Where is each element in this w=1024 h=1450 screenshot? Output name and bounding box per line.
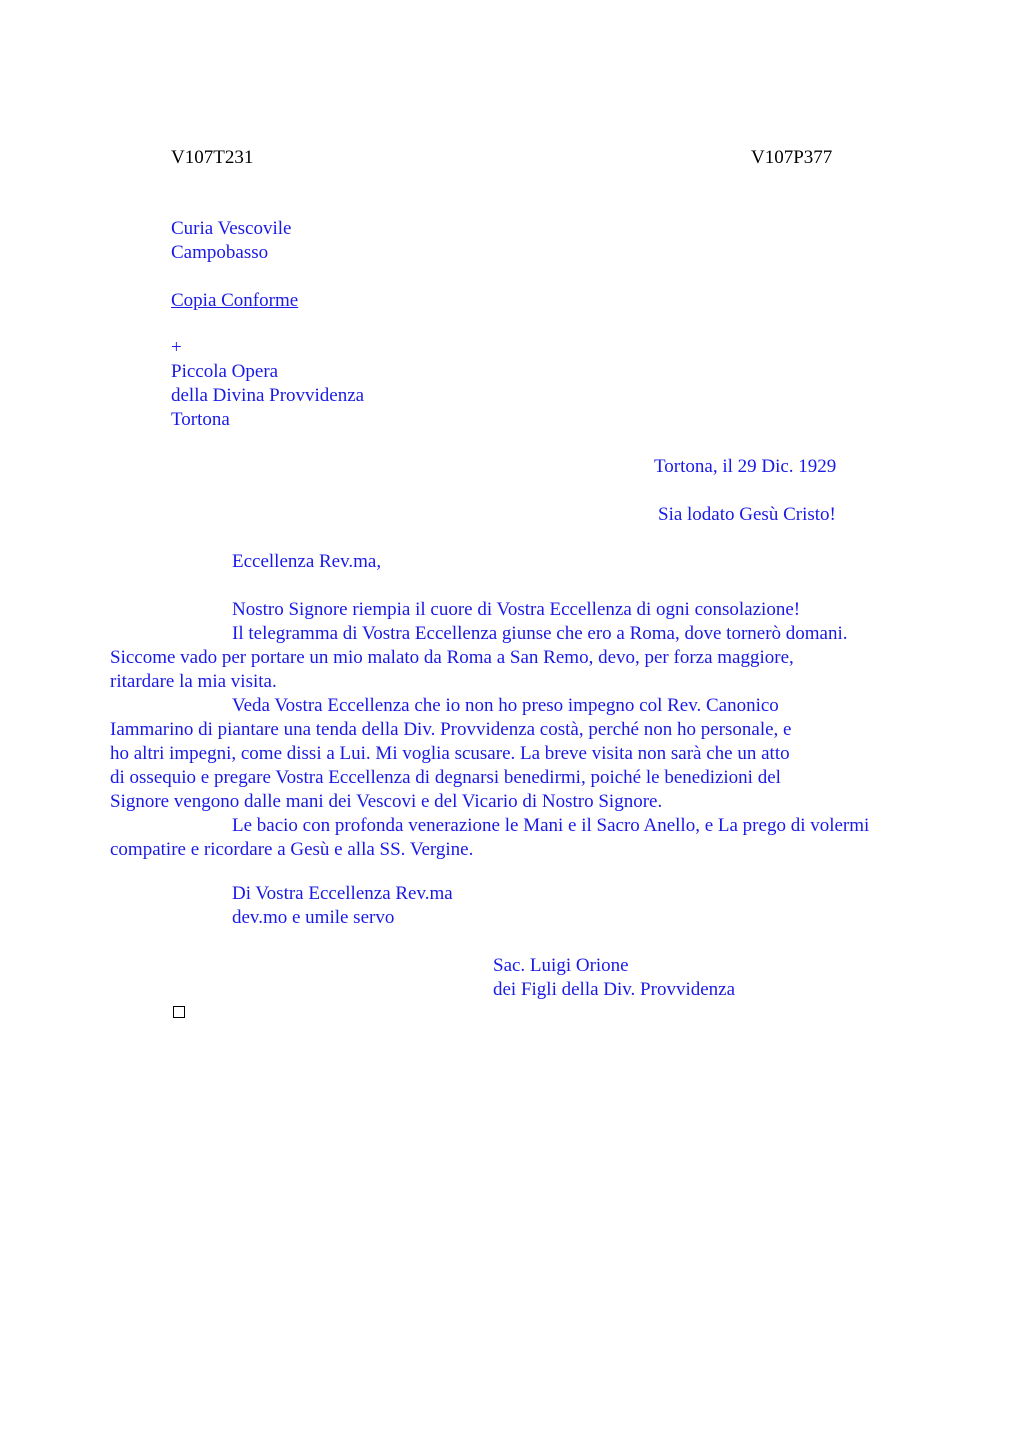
letterhead-line-1: Piccola Opera	[171, 361, 279, 382]
paragraph-1	[171, 598, 931, 622]
paragraph-3	[110, 694, 931, 814]
body-line: Veda Vostra Eccellenza che io non ho preso impegno col Rev. Canonico	[232, 695, 779, 716]
closing-line-1: Di Vostra Eccellenza Rev.ma	[232, 883, 453, 904]
copy-conform-label: Copia Conforme	[171, 290, 299, 311]
body-line: di ossequio e pregare Vostra Eccellenza di degnarsi benedirmi, poiché le benedizioni del	[110, 767, 781, 788]
letter-body	[110, 598, 931, 862]
body-line: Siccome vado per portare un mio malato da Roma a San Remo, devo, per forza maggiore,	[110, 647, 794, 668]
letterhead-line-3: Tortona	[171, 409, 230, 430]
closing-line-2: dev.mo e umile servo	[232, 907, 395, 928]
stamp-line-2: Campobasso	[171, 242, 269, 263]
closing	[232, 882, 453, 930]
body-line: Le bacio con profonda venerazione le Mani e il Sacro Anello, e La prego di volermi	[232, 815, 870, 836]
body-line: ritardare la mia visita.	[110, 671, 277, 692]
letterhead	[171, 336, 364, 432]
praise-line: Sia lodato Gesù Cristo!	[658, 504, 836, 525]
body-line: Nostro Signore riempia il cuore di Vostra Eccellenza di ogni consolazione!	[232, 599, 801, 620]
letterhead-line-2: della Divina Provvidenza	[171, 385, 365, 406]
body-line: Iammarino di piantare una tenda della Div. Provvidenza costà, perché non ho personale, e	[110, 719, 792, 740]
body-line: Il telegramma di Vostra Eccellenza giunse che ero a Roma, dove tornerò domani.	[232, 623, 848, 644]
letter-date: Tortona, il 29 Dic. 1929	[654, 456, 837, 477]
paragraph-2	[110, 622, 931, 694]
document-ref-left: V107T231	[171, 147, 254, 168]
curia-stamp	[171, 217, 292, 265]
end-of-document-box-icon	[173, 1006, 185, 1018]
salutation: Eccellenza Rev.ma,	[232, 551, 382, 572]
signature-line-1: Sac. Luigi Orione	[493, 955, 629, 976]
cross-symbol: +	[171, 337, 182, 358]
body-line: compatire e ricordare a Gesù e alla SS. Vergine.	[110, 839, 474, 860]
signature-line-2: dei Figli della Div. Provvidenza	[493, 979, 736, 1000]
paragraph-4	[110, 814, 931, 862]
document-ref-right: V107P377	[751, 147, 833, 168]
signature	[493, 954, 735, 1002]
body-line: ho altri impegni, come dissi a Lui. Mi voglia scusare. La breve visita non sarà che un atto	[110, 743, 790, 764]
body-line: Signore vengono dalle mani dei Vescovi e del Vicario di Nostro Signore.	[110, 791, 663, 812]
stamp-line-1: Curia Vescovile	[171, 218, 292, 239]
